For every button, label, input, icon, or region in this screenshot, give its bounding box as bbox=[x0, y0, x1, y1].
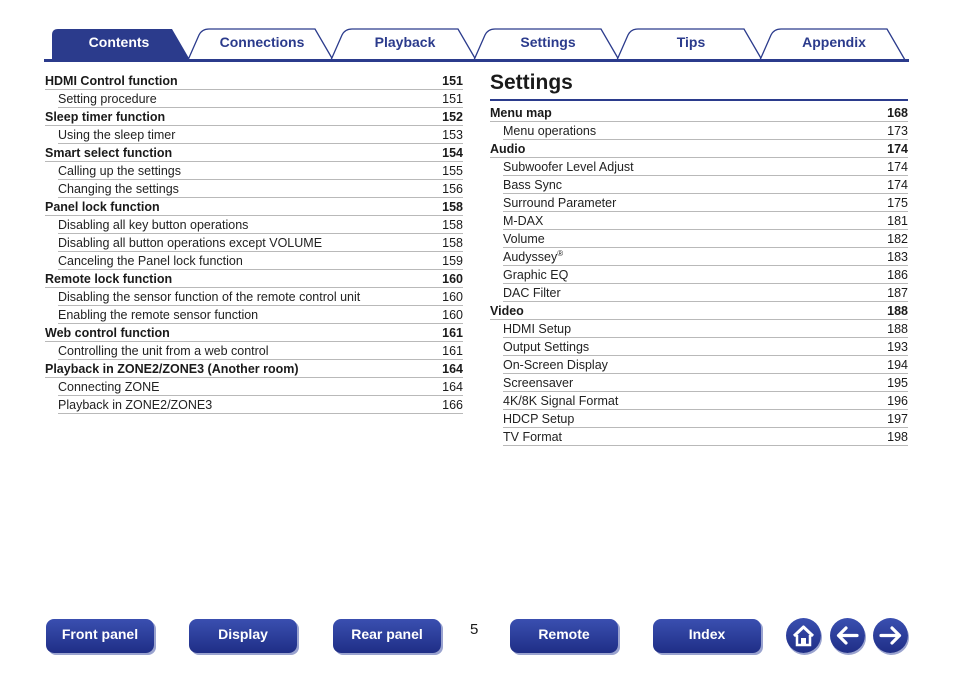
toc-entry-row[interactable] bbox=[503, 194, 908, 212]
toc-entry-title: Subwoofer Level Adjust bbox=[503, 160, 634, 174]
tab-connections[interactable] bbox=[187, 27, 337, 61]
toc-page-number: 151 bbox=[442, 74, 463, 88]
toc-entry-title: Setting procedure bbox=[58, 92, 157, 106]
front-panel-button[interactable]: Front panel bbox=[46, 619, 154, 653]
toc-entry-title: Panel lock function bbox=[45, 200, 160, 214]
toc-entry-title: On-Screen Display bbox=[503, 358, 608, 372]
tab-bar-underline bbox=[44, 59, 909, 62]
toc-heading-row[interactable] bbox=[45, 144, 463, 162]
toc-entry-title: Bass Sync bbox=[503, 178, 563, 192]
toc-entry-title: Web control function bbox=[45, 326, 170, 340]
toc-entry-row[interactable] bbox=[503, 176, 908, 194]
tab-settings-label: Settings bbox=[520, 34, 576, 50]
toc-entry-title: HDMI Control function bbox=[45, 74, 178, 88]
toc-page-number: 183 bbox=[887, 250, 908, 264]
tab-playback-label: Playback bbox=[374, 34, 436, 50]
toc-entry-title: Calling up the settings bbox=[58, 164, 181, 178]
toc-entry-title: Disabling all key button operations bbox=[58, 218, 249, 232]
toc-entry-title: TV Format bbox=[503, 430, 563, 444]
toc-entry-title: Screensaver bbox=[503, 376, 574, 390]
tab-contents[interactable] bbox=[44, 27, 194, 61]
toc-entry-title: HDMI Setup bbox=[503, 322, 572, 336]
toc-entry-title: Volume bbox=[503, 232, 545, 246]
toc-entry-row[interactable] bbox=[503, 374, 908, 392]
toc-entry-title: Enabling the remote sensor function bbox=[58, 308, 259, 322]
top-tab-bar bbox=[44, 24, 909, 62]
section-title-settings: Settings bbox=[490, 72, 908, 101]
toc-entry-title: Playback in ZONE2/ZONE3 bbox=[58, 398, 213, 412]
toc-entry-row[interactable] bbox=[503, 428, 908, 446]
forward-button[interactable] bbox=[873, 618, 908, 653]
registered-mark: ® bbox=[557, 248, 564, 258]
toc-entry-row[interactable] bbox=[503, 284, 908, 302]
toc-entry-title: Video bbox=[490, 304, 524, 318]
toc-entry-title: Sleep timer function bbox=[45, 110, 166, 124]
toc-entry-row[interactable] bbox=[58, 216, 463, 234]
index-button[interactable]: Index bbox=[653, 619, 761, 653]
toc-page-number: 194 bbox=[887, 358, 908, 372]
toc-heading-row[interactable] bbox=[45, 360, 463, 378]
toc-page-number: 160 bbox=[442, 272, 463, 286]
toc-entry-title: HDCP Setup bbox=[503, 412, 575, 426]
toc-page-number: 173 bbox=[887, 124, 908, 138]
toc-page-number: 193 bbox=[887, 340, 908, 354]
toc-heading-row[interactable] bbox=[45, 108, 463, 126]
toc-entry-row[interactable] bbox=[58, 162, 463, 180]
toc-entry-row[interactable] bbox=[503, 266, 908, 284]
toc-page-number: 160 bbox=[442, 308, 463, 322]
remote-button[interactable]: Remote bbox=[510, 619, 618, 653]
tab-settings[interactable] bbox=[473, 27, 623, 61]
display-button[interactable]: Display bbox=[189, 619, 297, 653]
tab-contents-label: Contents bbox=[88, 34, 150, 50]
toc-page-number: 198 bbox=[887, 430, 908, 444]
settings-toc-list bbox=[490, 104, 908, 446]
toc-entry-row[interactable] bbox=[58, 234, 463, 252]
toc-entry-row[interactable] bbox=[503, 248, 908, 266]
toc-entry-title: Audio bbox=[490, 142, 526, 156]
toc-entry-title: DAC Filter bbox=[503, 286, 561, 300]
toc-entry-row[interactable] bbox=[503, 392, 908, 410]
toc-page-number: 153 bbox=[442, 128, 463, 142]
tab-tips-label: Tips bbox=[676, 34, 706, 50]
toc-entry-row[interactable] bbox=[58, 90, 463, 108]
toc-heading-row[interactable] bbox=[490, 104, 908, 122]
toc-entry-row[interactable] bbox=[58, 306, 463, 324]
toc-page-number: 168 bbox=[887, 106, 908, 120]
toc-page-number: 158 bbox=[442, 236, 463, 250]
toc-page-number: 195 bbox=[887, 376, 908, 390]
tab-appendix[interactable] bbox=[759, 27, 909, 61]
toc-page-number: 164 bbox=[442, 380, 463, 394]
toc-page-number: 158 bbox=[442, 218, 463, 232]
tab-connections-label: Connections bbox=[219, 34, 305, 50]
toc-right-column bbox=[490, 72, 908, 446]
toc-entry-row[interactable] bbox=[58, 126, 463, 144]
toc-page-number: 158 bbox=[442, 200, 463, 214]
toc-page-number: 174 bbox=[887, 160, 908, 174]
toc-page-number: 152 bbox=[442, 110, 463, 124]
toc-entry-row[interactable] bbox=[58, 378, 463, 396]
toc-entry-row[interactable] bbox=[58, 288, 463, 306]
toc-entry-row[interactable] bbox=[503, 338, 908, 356]
toc-page-number: 166 bbox=[442, 398, 463, 412]
tab-appendix-label: Appendix bbox=[802, 34, 866, 50]
toc-entry-title: Graphic EQ bbox=[503, 268, 569, 282]
toc-page-number: 187 bbox=[887, 286, 908, 300]
tab-playback[interactable] bbox=[330, 27, 480, 61]
toc-page-number: 188 bbox=[887, 304, 908, 318]
toc-entry-title: Controlling the unit from a web control bbox=[58, 344, 269, 358]
toc-entry-title: Disabling the sensor function of the remote control unit bbox=[58, 290, 361, 304]
toc-entry-row[interactable] bbox=[503, 320, 908, 338]
toc-entry-title: Menu map bbox=[490, 106, 552, 120]
back-button[interactable] bbox=[830, 618, 865, 653]
toc-entry-title: Connecting ZONE bbox=[58, 380, 160, 394]
toc-page-number: 156 bbox=[442, 182, 463, 196]
toc-page-number: 188 bbox=[887, 322, 908, 336]
toc-entry-row[interactable] bbox=[503, 158, 908, 176]
toc-page-number: 197 bbox=[887, 412, 908, 426]
toc-heading-row[interactable] bbox=[45, 72, 463, 90]
page-number: 5 bbox=[470, 621, 479, 638]
toc-left-column bbox=[45, 72, 463, 414]
toc-entry-row[interactable] bbox=[58, 252, 463, 270]
toc-entry-row[interactable] bbox=[503, 122, 908, 140]
toc-page-number: 154 bbox=[442, 146, 463, 160]
toc-page-number: 196 bbox=[887, 394, 908, 408]
toc-entry-title: Canceling the Panel lock function bbox=[58, 254, 243, 268]
toc-page-number: 174 bbox=[887, 178, 908, 192]
toc-page-number: 186 bbox=[887, 268, 908, 282]
toc-entry-title: Playback in ZONE2/ZONE3 (Another room) bbox=[45, 362, 299, 376]
toc-page-number: 159 bbox=[442, 254, 463, 268]
toc-page-number: 161 bbox=[442, 326, 463, 340]
toc-entry-title: Changing the settings bbox=[58, 182, 179, 196]
home-button[interactable] bbox=[786, 618, 821, 653]
rear-panel-button[interactable]: Rear panel bbox=[333, 619, 441, 653]
tab-tips[interactable] bbox=[616, 27, 766, 61]
toc-entry-row[interactable] bbox=[58, 180, 463, 198]
toc-entry-title: Disabling all button operations except VOLUME bbox=[58, 236, 323, 250]
toc-page-number: 175 bbox=[887, 196, 908, 210]
toc-entry-title: Smart select function bbox=[45, 146, 173, 160]
toc-page-number: 164 bbox=[442, 362, 463, 376]
toc-heading-row[interactable] bbox=[45, 198, 463, 216]
toc-entry-title: 4K/8K Signal Format bbox=[503, 394, 619, 408]
toc-entry-title: Surround Parameter bbox=[503, 196, 617, 210]
arrow-left-icon bbox=[830, 618, 865, 653]
toc-entry-title: Remote lock function bbox=[45, 272, 173, 286]
toc-entry-row[interactable] bbox=[58, 342, 463, 360]
toc-page-number: 155 bbox=[442, 164, 463, 178]
toc-page-number: 182 bbox=[887, 232, 908, 246]
toc-entry-title: Using the sleep timer bbox=[58, 128, 176, 142]
home-icon bbox=[786, 618, 821, 653]
toc-page-number: 160 bbox=[442, 290, 463, 304]
toc-heading-row[interactable] bbox=[490, 140, 908, 158]
toc-heading-row[interactable] bbox=[45, 324, 463, 342]
toc-page-number: 174 bbox=[887, 142, 908, 156]
toc-entry-title: Menu operations bbox=[503, 124, 597, 138]
toc-entry-row[interactable] bbox=[503, 356, 908, 374]
toc-entry-row[interactable] bbox=[503, 212, 908, 230]
toc-entry-row[interactable] bbox=[503, 230, 908, 248]
toc-entry-title: Audyssey® bbox=[503, 248, 564, 264]
toc-entry-row[interactable] bbox=[58, 396, 463, 414]
arrow-right-icon bbox=[873, 618, 908, 653]
toc-page-number: 151 bbox=[442, 92, 463, 106]
toc-entry-title: Output Settings bbox=[503, 340, 590, 354]
toc-heading-row[interactable] bbox=[45, 270, 463, 288]
toc-entry-row[interactable] bbox=[503, 410, 908, 428]
toc-page-number: 161 bbox=[442, 344, 463, 358]
toc-heading-row[interactable] bbox=[490, 302, 908, 320]
toc-page-number: 181 bbox=[887, 214, 908, 228]
toc-entry-title: M-DAX bbox=[503, 214, 544, 228]
